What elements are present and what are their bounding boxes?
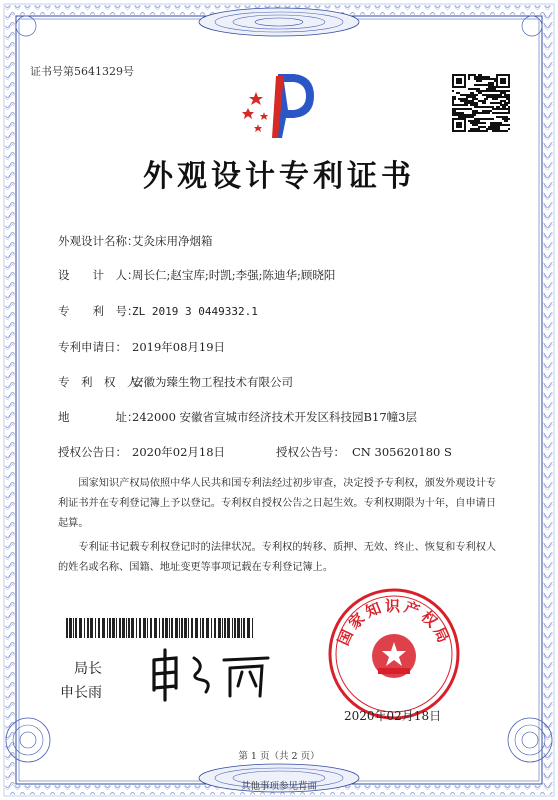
- seal-date: 2020年02月18日: [344, 709, 442, 723]
- address-value: 242000 安徽省宣城市经济技术开发区科技园B17幢3层: [132, 410, 417, 424]
- grant-number-value: CN 305620180 S: [352, 445, 452, 459]
- page-number: 第 1 页（共 2 页）: [238, 751, 320, 762]
- qr-code: [452, 74, 510, 132]
- designer-value: 周长仁;赵宝库;时凯;李强;陈迪华;顾晓阳: [132, 268, 336, 282]
- paragraph-grant: 国家知识产权局依照中华人民共和国专利法经过初步审查，决定授予专利权，颁发外观设计专利证书并在专利登记簿上予以登记。专利权自授权公告之日起生效。专利权期限为十年，自申请日起算。: [58, 478, 497, 529]
- top-ornament: [199, 8, 359, 36]
- footer-note: 其他事项参见背面: [240, 781, 317, 792]
- grant-date-label: 授权公告日：: [58, 445, 127, 459]
- patent-number-label: 专 利 号：: [58, 304, 139, 318]
- application-date-label: 专利申请日：: [58, 340, 127, 354]
- barcode: [66, 618, 254, 638]
- patent-number-value: ZL 2019 3 0449332.1: [132, 305, 258, 318]
- grant-date-value: 2020年02月18日: [132, 445, 226, 459]
- grant-number-label: 授权公告号：: [276, 445, 345, 459]
- paragraph-legal-status: 专利证书记载专利权登记时的法律状况。专利权的转移、质押、无效、终止、恢复和专利权人的姓名或名称、国籍、地址变更等事项记载在专利登记簿上。: [58, 542, 497, 573]
- patentee-value: 安徽为臻生物工程技术有限公司: [132, 375, 293, 389]
- application-date-value: 2019年08月19日: [132, 340, 226, 354]
- address-label: 地 址：: [58, 410, 139, 424]
- official-seal: [326, 586, 462, 722]
- patentee-label: 专 利 权 人：: [58, 375, 150, 389]
- signatory-name: 申长雨: [60, 685, 102, 701]
- certificate-title: 外观设计专利证书: [143, 159, 415, 194]
- design-name-value: 艾灸床用净烟箱: [132, 234, 213, 248]
- certificate-number: 证书号第5641329号: [30, 65, 134, 78]
- signatory-title: 局长: [74, 661, 102, 677]
- cnipa-logo-icon: [238, 70, 322, 142]
- design-name-label: 外观设计名称：: [58, 234, 139, 248]
- handwritten-signature: [146, 646, 276, 702]
- designer-label: 设 计 人：: [58, 268, 139, 282]
- svg-text:国家知识产权局: 国家知识产权局: [334, 596, 454, 649]
